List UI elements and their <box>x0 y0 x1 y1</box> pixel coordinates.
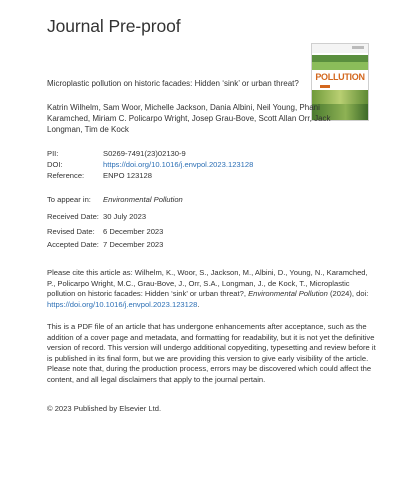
pii-label: PII: <box>47 149 59 158</box>
cover-title-text: POLLUTION <box>315 72 365 82</box>
cover-leaf-band <box>312 62 368 70</box>
appear-label: To appear in: <box>47 195 91 204</box>
reference-value: ENPO 123128 <box>103 171 152 180</box>
journal-pre-proof-heading: Journal Pre-proof <box>47 16 181 36</box>
cover-header-mark <box>352 46 364 49</box>
received-value: 30 July 2023 <box>103 212 147 221</box>
reference-label: Reference: <box>47 171 85 180</box>
pii-value: S0269-7491(23)02130-9 <box>103 149 186 158</box>
cover-green-band <box>312 55 368 62</box>
citation-doi-link[interactable]: https://doi.org/10.1016/j.envpol.2023.123128 <box>47 299 198 309</box>
doi-link[interactable]: https://doi.org/10.1016/j.envpol.2023.123128 <box>103 160 254 169</box>
citation-intro: Please cite this article as: Wilhelm, K., Woor, S., Jackson, M., Albini, D., Young, N., Karamched, P., Policarpo Wright, M.C., Grau-Bove, J., Orr, S.A., Longman, J., de Kock, T., Microplastic pollution on historic facades: Hidden ‘sink’ or urban threat?, <box>47 268 368 299</box>
citation-end: . <box>197 299 200 309</box>
revised-value: 6 December 2023 <box>103 227 164 236</box>
citation-year-doi: (2024), doi: <box>327 289 369 299</box>
article-title: Microplastic pollution on historic facades: Hidden ‘sink’ or urban threat? <box>47 79 299 88</box>
article-authors: Katrin Wilhelm, Sam Woor, Michelle Jackson, Dania Albini, Neil Young, Phani Karamched, Miriam C. Policarpo Wright, Josep Grau-Bove, Scott Allan Orr, Jack Longman, Tim de Kock <box>47 103 331 135</box>
revised-label: Revised Date: <box>47 227 95 236</box>
received-label: Received Date: <box>47 212 99 221</box>
pdf-notice-paragraph: This is a PDF file of an article that has undergone enhancements after acceptance, such as the addition of a cover page and metadata, and formatting for readability, but it is not yet the definitive version of record. This version will undergo additional copyediting, typesetting and review before it is published in its final form, but we are providing this version to give early visibility of the article. Please note that, during the production process, errors may be discovered which could affect the content, and all legal disclaimers that apply to the journal pertain. <box>47 322 376 384</box>
citation-journal: Environmental Pollution <box>248 289 328 299</box>
appear-in-row <box>47 195 183 205</box>
accepted-label: Accepted Date: <box>47 240 99 249</box>
accepted-value: 7 December 2023 <box>103 240 164 249</box>
doi-label: DOI: <box>47 160 63 169</box>
copyright-line: © 2023 Published by Elsevier Ltd. <box>47 404 162 413</box>
citation-paragraph <box>47 268 372 310</box>
journal-name: Environmental Pollution <box>103 195 183 204</box>
